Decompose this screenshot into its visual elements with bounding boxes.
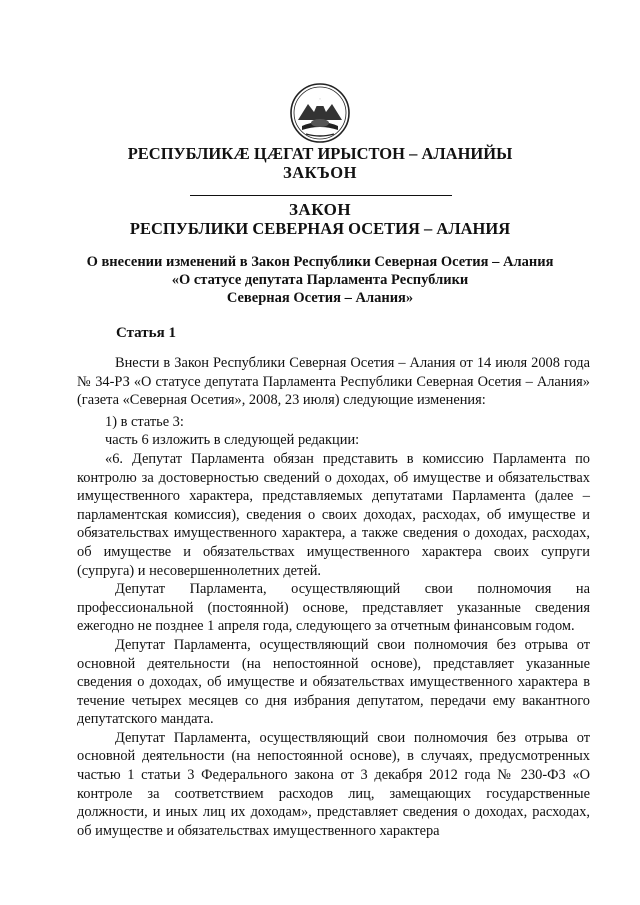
subject-line-1: О внесении изменений в Закон Республики Северная Осетия – Алания — [86, 254, 554, 270]
paragraph: «6. Депутат Парламента обязан представить в комиссию Парламента по контролю за достоверностью сведений о доходах, об имуществе и обязательствах имущественного характера, представляемых депутатами Парламента (далее – парламентская комиссия), сведения о своих доходах, расходах, об имуществе и обязательствах имущественного характера, а также сведения о доходах, расходах, об имуществе и обязательствах имущественного характера своих супруги (супруга) и несовершеннолетних детей. — [77, 450, 590, 579]
header-ossetian-republic: РЕСПУБЛИКÆ ЦÆГАТ ИРЫСТОН – АЛАНИЙЫ — [127, 144, 513, 163]
paragraph: Депутат Парламента, осуществляющий свои полномочия без отрыва от основной деятельности (на непостоянной основе), в случаях, предусмотренных частью 1 статьи 3 Федерального закона от 3 декабря 2012 года № 230-ФЗ «О контроле за соответствием расходов лиц, замещающих государственные должности, и иных лиц их доходам», представляет сведения о доходах, расходах, об имуществе и обязательствах имущественного характера — [77, 729, 590, 839]
paragraph: 1) в статье 3: — [105, 413, 184, 430]
header-divider — [190, 195, 452, 196]
paragraph: Депутат Парламента, осуществляющий свои полномочия без отрыва от основной деятельности (на непостоянной основе), представляет указанные сведения о доходах, об имуществе и обязательствах имущественного характера в течение четырех месяцев со дня избрания депутатом, передачи ему вакантного депутатского мандата. — [77, 636, 590, 728]
header-law: ЗАКОН — [288, 200, 352, 219]
coat-of-arms-emblem — [288, 82, 352, 144]
paragraph: Внести в Закон Республики Северная Осетия – Алания от 14 июля 2008 года № 34-РЗ «О статусе депутата Парламента Республики Северная Осетия – Алания» (газета «Северная Осетия», 2008, 23 июля) следующие изменения: — [77, 355, 590, 409]
paragraph: часть 6 изложить в следующей редакции: — [105, 432, 360, 449]
document-body — [77, 354, 590, 840]
article-title: Статья 1 — [116, 325, 176, 341]
subject-line-3: Северная Осетия – Алания» — [226, 290, 414, 306]
subject-line-2: «О статусе депутата Парламента Республики — [171, 272, 469, 288]
paragraph: Депутат Парламента, осуществляющий свои полномочия на профессиональной (постоянной) основе, представляет указанные сведения ежегодно не позднее 1 апреля года, следующего за отчетным финансовым годом. — [77, 581, 590, 635]
header-republic: РЕСПУБЛИКИ СЕВЕРНАЯ ОСЕТИЯ – АЛАНИЯ — [129, 219, 511, 238]
header-ossetian-law: ЗАКЪОН — [283, 163, 357, 182]
